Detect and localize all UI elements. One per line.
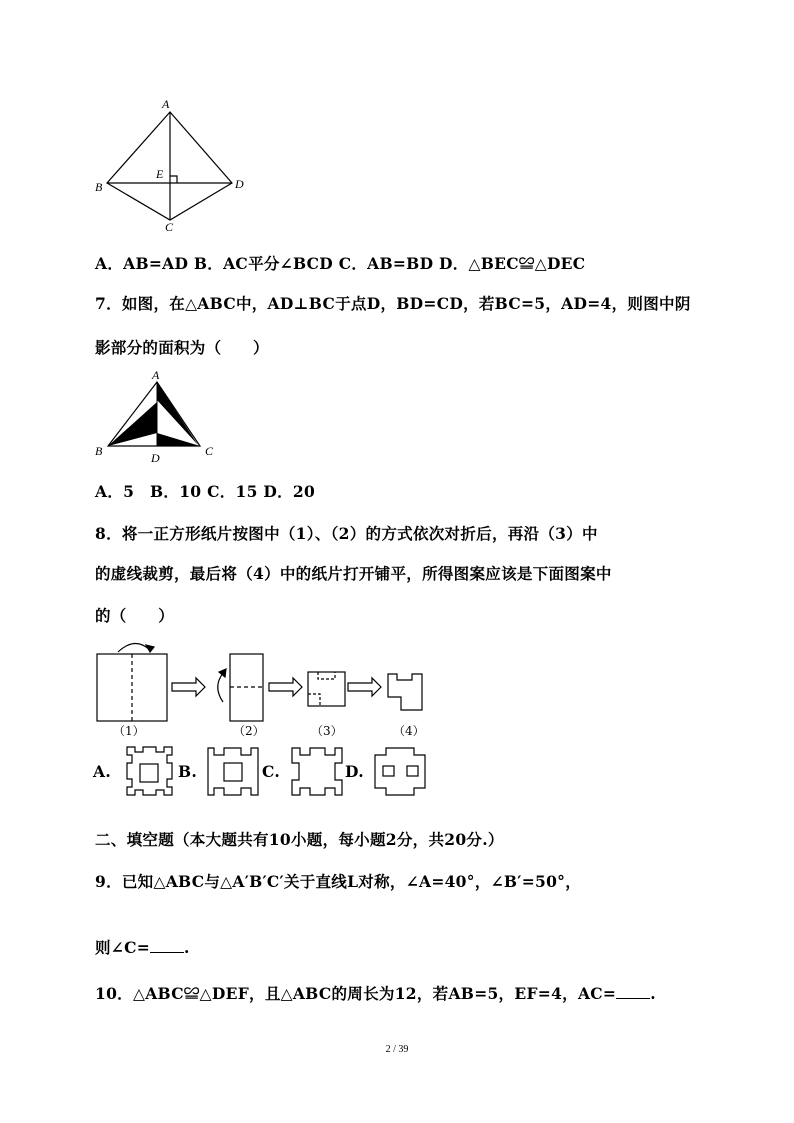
- vertex-label: C: [165, 220, 174, 234]
- vertex-label: C: [205, 444, 214, 458]
- figure-folding-steps: [97, 643, 422, 721]
- q8-text-line3: 的（ ）: [95, 606, 175, 625]
- vertex-label: B: [95, 444, 103, 458]
- q9-text-line1: 9．已知△ABC与△A′B′C′关于直线L对称，∠A=40°，∠B′=50°，: [95, 872, 582, 891]
- option-label: B.: [178, 762, 198, 781]
- vertex-label: D: [235, 177, 244, 191]
- answer-blank: [616, 998, 650, 999]
- figure-shaded-triangle: [108, 382, 200, 446]
- q7-text-line1: 7．如图，在△ABC中，AD⊥BC于点D，BD=CD，若BC=5，AD=4，则图中阴: [95, 294, 691, 313]
- vertex-label: A: [162, 97, 170, 111]
- step-label: （1）: [113, 724, 145, 738]
- q7-options: A．5 B．10 C．15 D．20: [95, 482, 316, 501]
- step-label: （4）: [393, 724, 425, 738]
- step-label: （2）: [233, 724, 265, 738]
- option-label: C.: [262, 762, 281, 781]
- section-heading: 二、填空题（本大题共有10小题，每小题2分，共20分.）: [95, 830, 504, 849]
- q6-options: A．AB=AD B．AC平分∠BCD C．AB=BD D．△BEC≌△DEC: [95, 254, 586, 273]
- option-label: D.: [345, 762, 364, 781]
- vertex-label: D: [151, 451, 160, 465]
- q7-text-line2: 影部分的面积为（ ）: [95, 338, 269, 357]
- q9-text-line2: 则∠C= .: [95, 938, 190, 957]
- shaded-region: [108, 402, 157, 446]
- vertex-label: E: [156, 167, 164, 181]
- figure-quadrilateral: [107, 112, 232, 220]
- answer-blank: [150, 952, 184, 953]
- q8-text-line2: 的虚线裁剪，最后将（4）中的纸片打开铺平，所得图案应该是下面图案中: [95, 564, 612, 583]
- page-number: 2 / 39: [385, 1044, 409, 1055]
- vertex-label: A: [152, 368, 160, 382]
- vertex-label: B: [95, 180, 103, 194]
- q8-text-line1: 8．将一正方形纸片按图中（1）、（2）的方式依次对折后，再沿（3）中: [95, 524, 598, 543]
- q10-text: 10．△ABC≌△DEF，且△ABC的周长为12，若AB=5，EF=4，AC= .: [95, 984, 656, 1003]
- option-label: A.: [93, 762, 112, 781]
- step-label: （3）: [311, 724, 343, 738]
